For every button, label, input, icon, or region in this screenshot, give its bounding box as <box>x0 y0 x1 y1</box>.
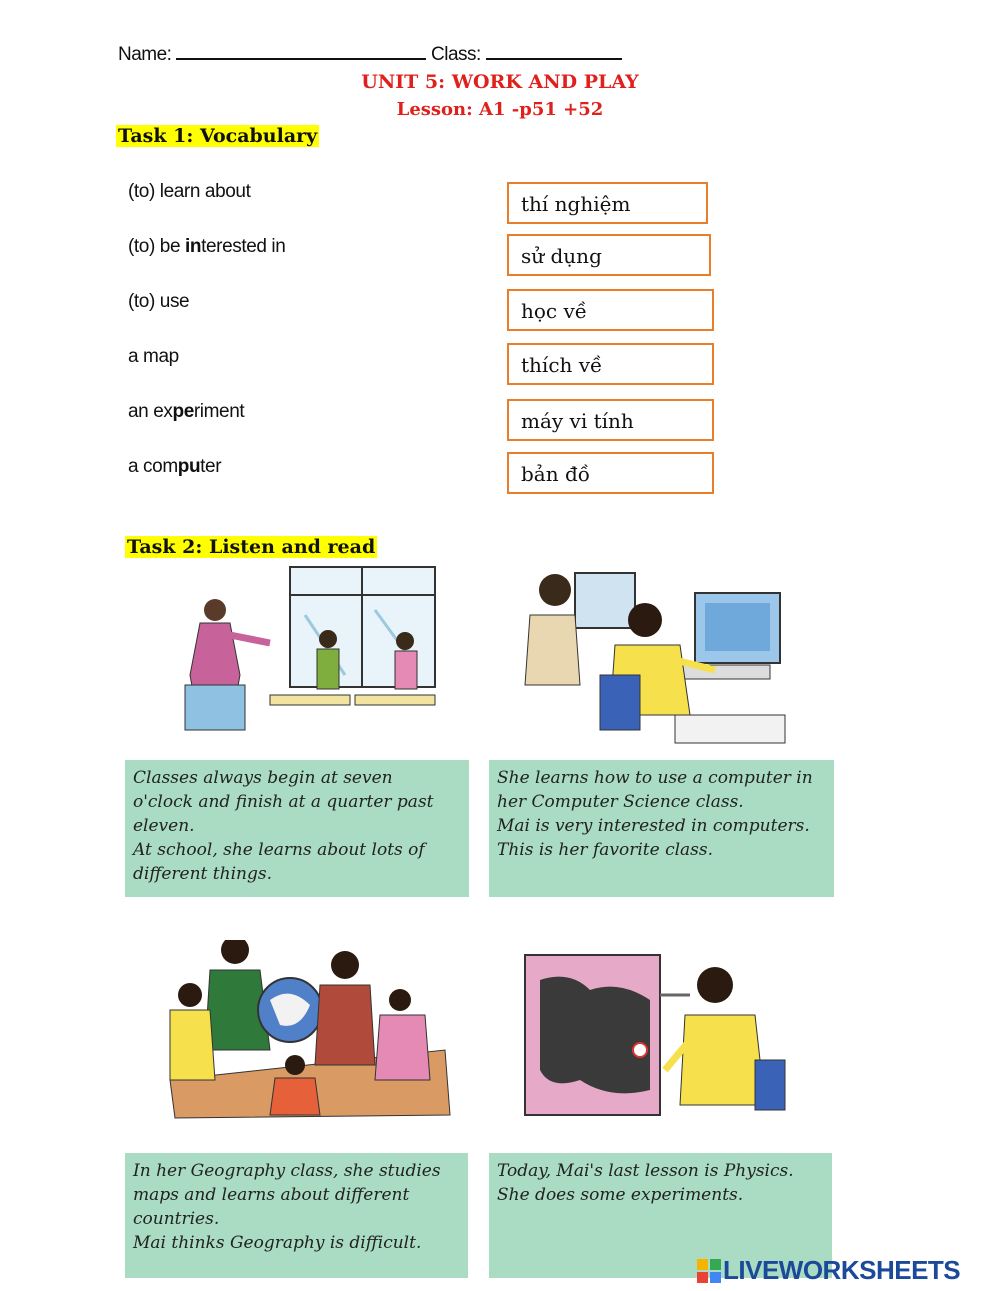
name-class-row <box>118 44 622 66</box>
task1-heading-wrap <box>116 125 319 147</box>
answer-box-5[interactable]: máy vi tính <box>507 399 714 441</box>
answer-box-1[interactable]: thí nghiệm <box>507 182 708 224</box>
geography-class-illustration <box>160 940 455 1120</box>
text-panel-1 <box>125 760 469 897</box>
term-1: (to) learn about <box>128 181 251 202</box>
liveworksheets-logo[interactable] <box>697 1255 960 1286</box>
panel-line: She learns how to use a computer in <box>497 768 813 788</box>
term-6: a computer <box>128 456 222 477</box>
task1-heading: Task 1: Vocabulary <box>118 125 318 147</box>
answer-box-4[interactable]: thích về <box>507 343 714 385</box>
answer-box-2[interactable]: sử dụng <box>507 234 711 276</box>
lesson-title: Lesson: A1 -p51 +52 <box>396 99 604 120</box>
panel-line: eleven. <box>133 816 195 836</box>
panel-line: In her Geography class, she studies <box>133 1161 441 1181</box>
unit-title: UNIT 5: WORK AND PLAY <box>361 71 639 93</box>
classroom-illustration <box>155 565 440 735</box>
text-panel-3 <box>125 1153 468 1278</box>
class-label: Class: <box>431 44 481 65</box>
term-5: an experiment <box>128 401 245 422</box>
name-line[interactable] <box>176 44 426 60</box>
task2-heading: Task 2: Listen and read <box>127 536 376 558</box>
task2-heading-wrap <box>125 536 377 558</box>
answer-box-3[interactable]: học về <box>507 289 714 331</box>
panel-line: o'clock and finish at a quarter past <box>133 792 434 812</box>
panel-line: countries. <box>133 1209 220 1229</box>
term-4: a map <box>128 346 179 367</box>
panel-line: Mai thinks Geography is difficult. <box>133 1233 422 1253</box>
liveworksheets-logo-icon <box>697 1259 721 1283</box>
panel-line: Mai is very interested in computers. <box>497 816 810 836</box>
term-3: (to) use <box>128 291 190 312</box>
class-line[interactable] <box>486 44 622 60</box>
panel-line: different things. <box>133 864 272 884</box>
panel-line: This is her favorite class. <box>497 840 714 860</box>
computer-class-illustration <box>515 565 795 745</box>
panel-line: her Computer Science class. <box>497 792 744 812</box>
panel-line: maps and learns about different <box>133 1185 410 1205</box>
answer-box-6[interactable]: bản đồ <box>507 452 714 494</box>
term-2: (to) be interested in <box>128 236 286 257</box>
physics-experiment-illustration <box>500 940 795 1120</box>
name-label: Name: <box>118 44 172 65</box>
panel-line: Classes always begin at seven <box>133 768 393 788</box>
logo-text: LIVEWORKSHEETS <box>723 1255 961 1285</box>
panel-line: She does some experiments. <box>497 1185 744 1205</box>
panel-line: Today, Mai's last lesson is Physics. <box>497 1161 794 1181</box>
panel-line: At school, she learns about lots of <box>133 840 425 860</box>
text-panel-2 <box>489 760 834 897</box>
